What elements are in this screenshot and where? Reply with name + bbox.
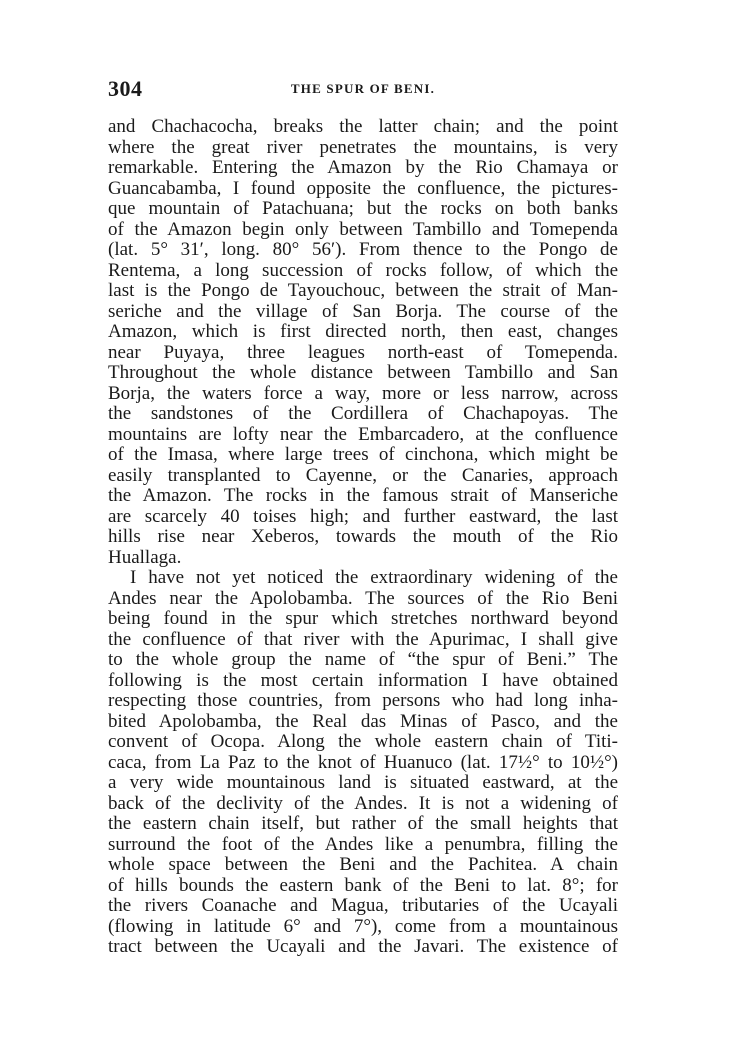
text-line: convent of Ocopa. Along the whole eastern chain of Titi- (108, 732, 618, 752)
text-line: the eastern chain itself, but rather of the small heights that (108, 814, 618, 834)
text-line: remarkable. Entering the Amazon by the Rio Chamaya or (108, 158, 618, 178)
text-line: of hills bounds the eastern bank of the Beni to lat. 8°; for (108, 875, 618, 896)
running-title: THE SPUR OF BENI. (290, 81, 436, 96)
text-line: Huallaga. (108, 547, 182, 568)
text-line: hills rise near Xeberos, towards the mouth of the Rio (108, 527, 618, 547)
text-line: caca, from La Paz to the knot of Huanuco (lat. 17½° to 10½°) (108, 752, 618, 773)
text-line: I have not yet noticed the extraordinary widening of the (130, 568, 618, 588)
text-line: where the great river penetrates the mountains, is very (108, 137, 618, 158)
text-line: (lat. 5° 31′, long. 80° 56′). From thence to the Pongo de (108, 240, 618, 260)
text-line: are scarcely 40 toises high; and further eastward, the last (108, 506, 618, 527)
text-line: of the Amazon begin only between Tambillo and Tomependa (108, 219, 618, 240)
text-line: tract between the Ucayali and the Javari. The existence of (108, 937, 618, 957)
text-line: and Chachacocha, breaks the latter chain; and the point (108, 117, 618, 137)
text-line: the Amazon. The rocks in the famous strait of Manseriche (108, 486, 618, 506)
page-header (108, 76, 618, 104)
text-line: of the Imasa, where large trees of cinchona, which might be (108, 445, 618, 465)
text-line: mountains are lofty near the Embarcadero, at the confluence (108, 424, 618, 445)
text-line: back of the declivity of the Andes. It is not a widening of (108, 793, 618, 814)
text-line: being found in the spur which stretches northward beyond (108, 609, 618, 629)
text-line: whole space between the Beni and the Pachitea. A chain (108, 855, 618, 875)
text-line: bited Apolobamba, the Real das Minas of Pasco, and the (108, 711, 618, 732)
text-line: Rentema, a long succession of rocks follow, of which the (108, 260, 618, 281)
text-line: easily transplanted to Cayenne, or the Canaries, approach (108, 465, 618, 486)
text-line: seriche and the village of San Borja. The course of the (108, 301, 618, 322)
text-line: Andes near the Apolobamba. The sources of the Rio Beni (108, 588, 618, 609)
text-line: respecting those countries, from persons who had long inha- (108, 691, 618, 711)
text-line: near Puyaya, three leagues north-east of Tomependa. (108, 342, 618, 363)
text-line: the confluence of that river with the Apurimac, I shall give (108, 629, 618, 650)
text-line: following is the most certain information I have obtained (108, 670, 618, 691)
text-line: last is the Pongo de Tayouchouc, between the strait of Man- (108, 281, 618, 301)
text-line: the rivers Coanache and Magua, tributaries of the Ucayali (108, 896, 618, 916)
text-line: surround the foot of the Andes like a penumbra, filling the (108, 834, 618, 855)
text-line: (flowing in latitude 6° and 7°), come from a mountainous (108, 916, 618, 937)
page-number: 304 (108, 76, 143, 101)
body-text (108, 117, 618, 958)
text-line: the sandstones of the Cordillera of Chachapoyas. The (108, 404, 618, 424)
text-line: a very wide mountainous land is situated eastward, at the (108, 773, 618, 793)
text-line: Borja, the waters force a way, more or less narrow, across (108, 383, 618, 404)
text-line: to the whole group the name of “the spur of Beni.” The (108, 650, 618, 670)
text-line: Amazon, which is first directed north, then east, changes (108, 322, 618, 342)
text-line: Throughout the whole distance between Tambillo and San (108, 363, 618, 383)
text-line: que mountain of Patachuana; but the rocks on both banks (108, 199, 618, 219)
text-line: Guancabamba, I found opposite the confluence, the pictures- (108, 178, 618, 199)
